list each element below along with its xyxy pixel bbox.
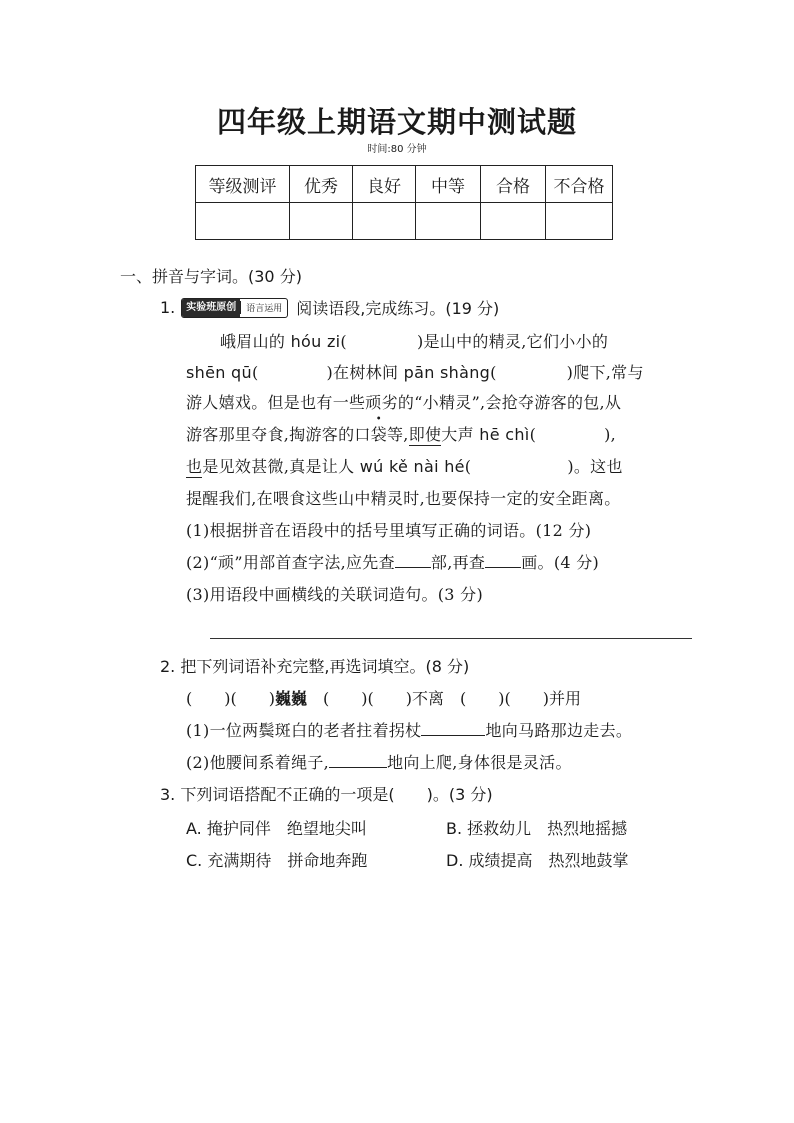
grade-table <box>195 165 613 240</box>
answer-blank[interactable] <box>485 567 521 568</box>
sub-question-3: (3)用语段中画横线的关联词造句。(3 分) <box>186 585 484 604</box>
answer-blank[interactable] <box>329 767 387 768</box>
exam-duration: 时间:80 分钟 <box>367 144 427 155</box>
pinyin: shēn qū <box>186 363 252 382</box>
question-number: 1. <box>160 298 176 317</box>
section-heading: 一、拼音与字词。(30 分) <box>120 267 302 286</box>
pinyin: hē chì <box>479 425 530 444</box>
category-badge <box>181 298 288 318</box>
grade-answer-cell[interactable] <box>196 203 290 240</box>
grade-table-header-row <box>196 166 613 203</box>
grade-answer-cell[interactable] <box>481 203 546 240</box>
grade-header-cell: 良好 <box>353 166 416 203</box>
question-1-header <box>160 296 499 319</box>
page-title: 四年级上期语文期中测试题 <box>216 105 577 139</box>
passage-line <box>186 360 644 383</box>
option-text: 充满期待 拼命地奔跑 <box>207 851 368 870</box>
passage-text: )。这也 <box>567 457 623 476</box>
passage-line <box>186 454 623 477</box>
paren-open: ( <box>340 332 347 351</box>
word-blank[interactable]: ( )( ) <box>186 689 275 708</box>
idiom-fragment: 巍巍 <box>274 689 307 708</box>
paren-open: ( <box>490 363 497 382</box>
fill-sentence-1 <box>186 718 632 741</box>
option-label: D. <box>446 851 464 870</box>
sentence-text: (1)一位两鬓斑白的老者拄着拐杖 <box>186 721 422 740</box>
sub-question-text: 部,再查 <box>430 553 486 572</box>
pinyin: wú kě nài hé <box>359 457 465 476</box>
badge-main-label: 实验班原创 <box>182 299 240 317</box>
option-a[interactable] <box>186 816 367 839</box>
passage-text: 峨眉山的 <box>220 332 291 351</box>
answer-line[interactable] <box>210 638 692 639</box>
fill-sentence-2 <box>186 750 572 773</box>
grade-answer-cell[interactable] <box>290 203 353 240</box>
sentence-text: 地向马路那边走去。 <box>485 721 633 740</box>
passage-text: )爬下,常与 <box>566 363 644 382</box>
question-number: 2. <box>160 657 176 676</box>
grade-answer-cell[interactable] <box>416 203 481 240</box>
passage-text: ), <box>604 425 617 444</box>
passage-line <box>186 422 616 445</box>
answer-blank[interactable] <box>395 567 431 568</box>
passage-text: 大声 <box>441 425 480 444</box>
sub-question-text: 画。(4 分) <box>521 553 600 572</box>
option-d[interactable] <box>446 848 629 871</box>
question-prompt: 下列词语搭配不正确的一项是( )。(3 分) <box>180 785 493 804</box>
sub-question-text: (2)“顽”用部首查字法,应先查 <box>186 553 395 572</box>
paren-open: ( <box>464 457 472 476</box>
passage-line <box>220 329 608 352</box>
passage-text: )在树林间 <box>326 363 404 382</box>
option-label: A. <box>186 819 202 838</box>
option-c[interactable] <box>186 848 367 871</box>
passage-text: 游客那里夺食,掏游客的口 <box>186 425 371 444</box>
passage-line: 游人嬉戏。但是也有一些顽劣的“小精灵”,会抢夺游客的包,从 <box>186 393 622 412</box>
question-number: 3. <box>160 785 176 804</box>
grade-answer-cell[interactable] <box>353 203 416 240</box>
underlined-conjunction: 即使 <box>408 425 442 444</box>
grade-table-answer-row <box>196 203 613 240</box>
grade-answer-cell[interactable] <box>546 203 613 240</box>
badge-sub-label: 语言运用 <box>240 301 287 314</box>
idiom-fragment: 并用 <box>548 689 581 708</box>
sub-question-1: (1)根据拼音在语段中的括号里填写正确的词语。(12 分) <box>186 521 592 540</box>
option-b[interactable] <box>446 816 627 839</box>
question-prompt: 把下列词语补充完整,再选词填空。(8 分) <box>180 657 470 676</box>
answer-blank[interactable] <box>421 735 485 736</box>
question-prompt: 阅读语段,完成练习。(19 分) <box>296 299 500 318</box>
question-3-header <box>160 782 493 805</box>
paren-open: ( <box>251 363 259 382</box>
option-text: 成绩提高 热烈地鼓掌 <box>468 851 629 870</box>
sub-question-2 <box>186 550 599 573</box>
grade-header-cell: 优秀 <box>290 166 353 203</box>
option-label: B. <box>446 819 463 838</box>
passage-text: 是见效甚微,真是让人 <box>202 457 360 476</box>
word-blank[interactable]: ( )( ) <box>307 689 412 708</box>
sentence-text: (2)他腰间系着绳子, <box>186 753 330 772</box>
paren-open: ( <box>529 425 537 444</box>
passage-text: )是山中的精灵,它们小小的 <box>416 332 609 351</box>
grade-header-cell: 不合格 <box>546 166 613 203</box>
pinyin: pān shàng <box>403 363 491 382</box>
idiom-fragment: 不离 <box>411 689 444 708</box>
underlined-conjunction: 也 <box>186 457 203 476</box>
word-completion-row <box>186 686 581 709</box>
question-2-header <box>160 654 469 677</box>
option-text: 拯救幼儿 热烈地摇撼 <box>467 819 628 838</box>
dotted-character: 袋 <box>370 425 387 444</box>
grade-header-cell: 中等 <box>416 166 481 203</box>
passage-text: 等, <box>387 425 409 444</box>
sentence-text: 地向上爬,身体很是灵活。 <box>387 753 572 772</box>
pinyin: hóu zi <box>290 332 341 351</box>
option-label: C. <box>186 851 203 870</box>
passage-line: 提醒我们,在喂食这些山中精灵时,也要保持一定的安全距离。 <box>186 489 621 508</box>
grade-header-cell: 合格 <box>481 166 546 203</box>
word-blank[interactable]: ( )( ) <box>444 689 549 708</box>
grade-header-cell: 等级测评 <box>196 166 290 203</box>
option-text: 掩护同伴 绝望地尖叫 <box>206 819 367 838</box>
